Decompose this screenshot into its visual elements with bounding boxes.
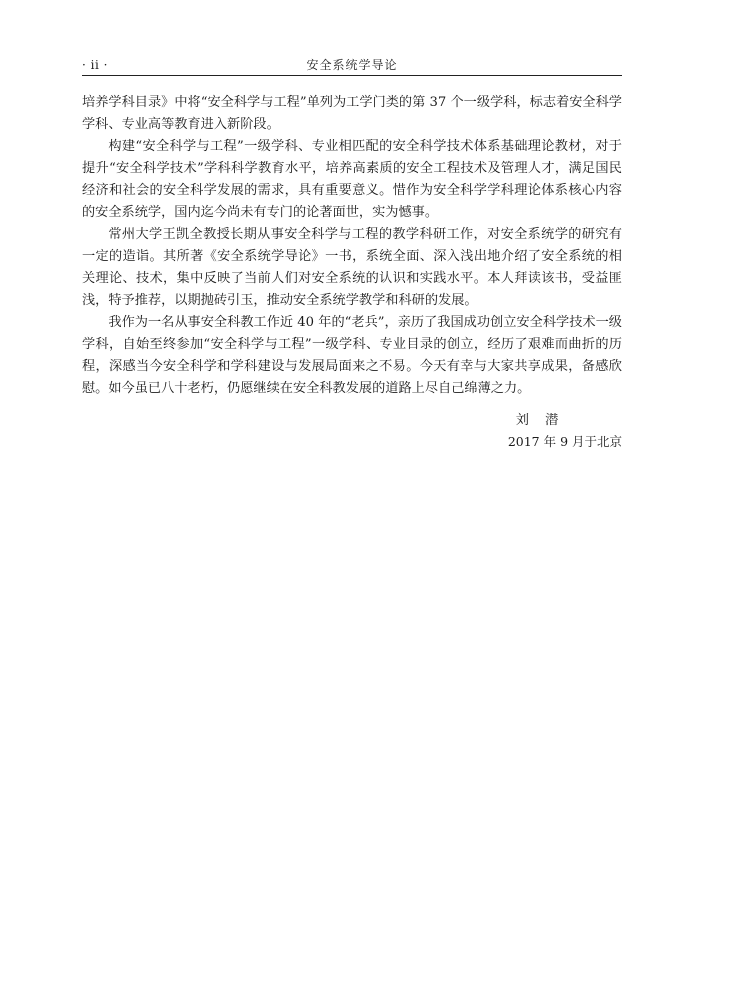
paragraph-2: 构建“安全科学与工程”一级学科、专业相匹配的安全科学技术体系基础理论教材，对于提升“安全科学技术”学科科学教育水平，培养高素质的安全工程技术及管理人才，满足国民经济和社会的安全科学发展的需求，具有重要意义。惜作为安全科学学科理论体系核心内容的安全系统学，国内迄今尚未有专门的论著面世，实为憾事。 (82, 139, 622, 220)
page-number: · ii · (82, 58, 108, 72)
preface-body (82, 92, 622, 400)
author-signature: 刘 潜 (515, 413, 565, 428)
book-title: 安全系统学导论 (306, 58, 398, 72)
signature-date-place: 2017 年 9 月于北京 (507, 434, 622, 449)
paragraph-3: 常州大学王凯全教授长期从事安全科学与工程的教学科研工作，对安全系统学的研究有一定的造诣。其所著《安全系统学导论》一书，系统全面、深入浅出地介绍了安全系统的相关理论、技术，集中反映了当前人们对安全系统的认识和实践水平。本人拜读该书，受益匪浅，特予推荐，以期抛砖引玉，推动安全系统学教学和科研的发展。 (82, 227, 622, 308)
header-divider (82, 75, 622, 76)
paragraph-4: 我作为一名从事安全科教工作近 40 年的“老兵”，亲历了我国成功创立安全科学技术一级学科，自始至终参加“安全科学与工程”一级学科、专业目录的创立，经历了艰难而曲折的历程，深感当今安全科学和学科建设与发展局面来之不易。今天有幸与大家共享成果，备感欣慰。如今虽已八十老朽，仍愿继续在安全科教发展的道路上尽自己绵薄之力。 (82, 315, 622, 396)
running-header (82, 56, 622, 74)
paragraph-1: 培养学科目录》中将“安全科学与工程”单列为工学门类的第 37 个一级学科，标志着安全科学学科、专业高等教育进入新阶段。 (82, 95, 622, 132)
